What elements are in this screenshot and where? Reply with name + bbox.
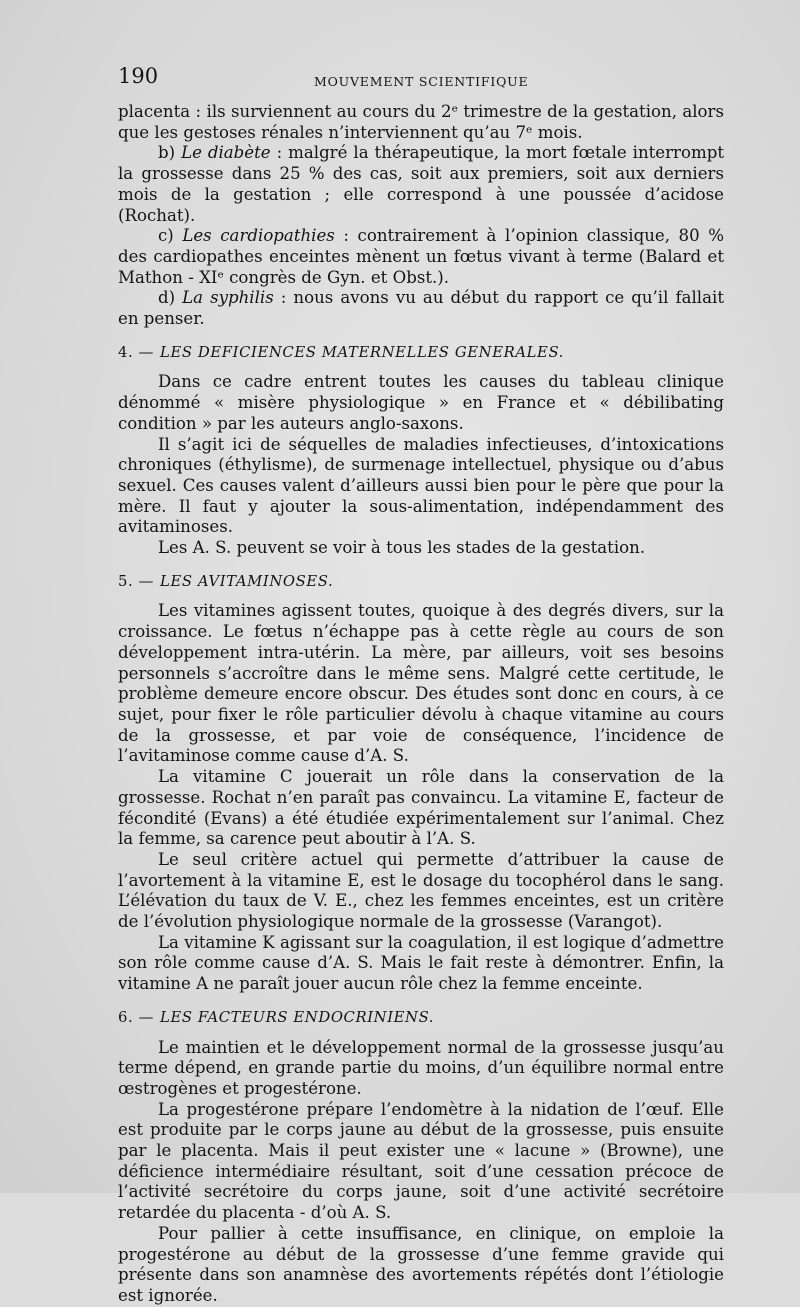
paragraph: Dans ce cadre entrent toutes les causes du tableau clinique dénommé « misère physiologique » en France et « débilibating condition » par les auteurs anglo-saxons. (118, 372, 724, 433)
section-title: LES AVITAMINOSES. (160, 572, 334, 590)
body-text (118, 102, 724, 1307)
paragraph-placenta: placenta : ils surviennent au cours du 2ᵉ trimestre de la gestation, alors que les gestoses rénales n’interviennent qu’au 7ᵉ mois. (118, 102, 724, 142)
section-title: LES FACTEURS ENDOCRINIENS. (160, 1008, 435, 1026)
item-label: c) (158, 226, 183, 246)
paragraph: Les vitamines agissent toutes, quoique à des degrés divers, sur la croissance. Le fœtus n’échappe pas à cette règle au cours de son développement intra-utérin. La mère, par ailleurs, voit ses besoins personnels s’accroître dans le même sens. Malgré cette certitude, le problème demeure encore obscur. Des études sont donc en cours, à ce sujet, pour fixer le rôle particulier dévolu à chaque vitamine au cours de la grossesse, et par voie de conséquence, l’incidence de l’avitaminose comme cause d’A. S. (118, 601, 724, 766)
section-number: 6. — (118, 1008, 155, 1026)
paragraph-cardiopathies (118, 226, 724, 288)
item-title: La syphilis (182, 288, 274, 308)
running-title: MOUVEMENT SCIENTIFIQUE (314, 74, 529, 89)
section-heading-6 (118, 1008, 724, 1029)
paragraph: La vitamine C jouerait un rôle dans la conservation de la grossesse. Rochat n’en paraît pas convaincu. La vitamine E, facteur de fécondité (Evans) a été étudiée expérimentalement sur l’animal. Chez la femme, sa carence peut aboutir à l’A. S. (118, 767, 724, 849)
paragraph: Le maintien et le développement normal de la grossesse jusqu’au terme dépend, en grande partie du moins, d’un équilibre normal entre œstrogènes et progestérone. (118, 1037, 724, 1098)
section-heading-4 (118, 343, 724, 364)
paragraph: Il s’agit ici de séquelles de maladies infectieuses, d’intoxications chroniques (éthylisme), de surmenage intellectuel, physique ou d’abus sexuel. Ces causes valent d’ailleurs aussi bien pour le père que pour la mère. Il faut y ajouter la sous-alimentation, indépendamment des avitaminoses. (118, 434, 724, 537)
section-heading-5 (118, 572, 724, 593)
paragraph: La progestérone prépare l’endomètre à la nidation de l’œuf. Elle est produite par le corps jaune au début de la grossesse, puis ensuite par le placenta. Mais il peut exister une « lacune » (Browne), une déficience intermédiaire résultant, soit d’une cessation précoce de l’activité secrétoire du corps jaune, soit d’une activité secrétoire retardée du placenta - d’où A. S. (118, 1099, 724, 1223)
item-text: : malgré la thérapeutique, la mort fœtale interrompt la grossesse dans 25 % des cas, soit aux premiers, soit aux derniers mois de la gestation ; elle correspond à une poussée d’acidose (Rochat). (118, 143, 725, 225)
paragraph: Pour pallier à cette insuffisance, en clinique, on emploie la progestérone au début de la grossesse d’une femme gravide qui présente dans son anamnèse des avortements répétés dont l’étiologie est ignorée. (118, 1223, 724, 1305)
paragraph-syphilis (118, 288, 724, 329)
item-text: : nous avons vu au début du rapport ce qu’il fallait en penser. (118, 288, 724, 329)
page-header (118, 64, 724, 94)
paragraph: Les A. S. peuvent se voir à tous les stades de la gestation. (158, 538, 646, 558)
paragraph: Le seul critère actuel qui permette d’attribuer la cause de l’avortement à la vitamine E, est le dosage du tocophérol dans le sang. L’élévation du taux de V. E., chez les femmes enceintes, est un critère de l’évolution physiologique normale de la grossesse (Varangot). (118, 849, 724, 932)
section-title: LES DEFICIENCES MATERNELLES GENERALES. (160, 343, 564, 361)
item-text: : contrairement à l’opinion classique, 80 % des cardiopathes enceintes mènent un fœtus vivant à terme (Balard et Mathon - XIᵉ congrès de Gyn. et Obst.). (118, 226, 725, 287)
paragraph: La vitamine K agissant sur la coagulation, il est logique d’admettre son rôle comme cause d’A. S. Mais le fait reste à démontrer. Enfin, la vitamine A ne paraît jouer aucun rôle chez la femme enceinte. (118, 932, 724, 994)
item-title: Le diabète (181, 143, 271, 163)
section-number: 5. — (118, 572, 155, 590)
section-number: 4. — (118, 343, 155, 361)
paragraph-diabete (118, 143, 724, 226)
item-label: b) (158, 143, 182, 163)
item-title: Les cardiopathies (182, 226, 335, 246)
page-number: 190 (118, 64, 159, 88)
item-label: d) (158, 288, 183, 308)
